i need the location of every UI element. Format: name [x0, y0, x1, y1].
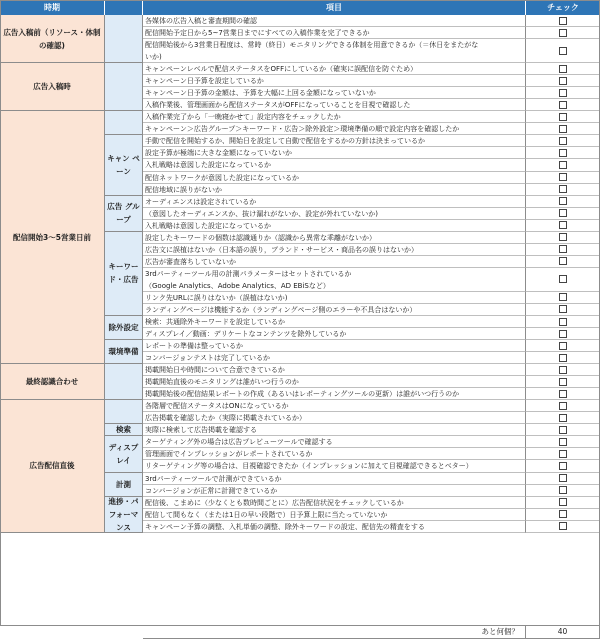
checklist-item-text: キャンペーン＞広告グループ＞キーワード・広告＞除外設定＞環境準備の順で設定内容を確認したか [145, 125, 460, 134]
checkbox[interactable] [559, 378, 567, 386]
checklist-item [143, 521, 526, 533]
checklist-item [143, 304, 526, 316]
checklist-item-text: 掲載開始直後のモニタリングは誰がいつ行うのか [145, 378, 299, 387]
checklist-item-text: リンク先URLに誤りはないか（誤植はないか) [145, 293, 288, 302]
checklist-item-text: 広告掲載を確認したか（実際に掲載されているか） [145, 414, 306, 423]
checkbox[interactable] [559, 137, 567, 145]
check-cell[interactable] [526, 376, 600, 388]
checklist-item-text: キャンペーン日予算の金額は、予算を大幅に上回る金額になっていないか [145, 89, 376, 98]
check-cell[interactable] [526, 208, 600, 220]
checkbox[interactable] [559, 354, 567, 362]
header-item: 項目 [143, 0, 526, 15]
checkbox[interactable] [559, 474, 567, 482]
checklist-item-text: 3rdパーティーツール用の計測パラメーターはセットされているか [145, 269, 352, 278]
check-cell[interactable] [526, 352, 600, 364]
checklist-item-text: 配信して間もなく（または1日の早い段階で）日予算上限に当たっていないか [145, 510, 388, 519]
checkbox[interactable] [559, 426, 567, 434]
check-cell[interactable] [526, 340, 600, 352]
check-cell[interactable] [526, 196, 600, 208]
subcategory-cell: 計測 [105, 473, 143, 497]
checkbox[interactable] [559, 318, 567, 326]
checkbox[interactable] [559, 293, 567, 301]
remaining-label: あと何個？ [143, 626, 526, 639]
remaining-count: 40 [526, 626, 600, 639]
check-cell[interactable] [526, 184, 600, 196]
check-cell[interactable] [526, 400, 600, 412]
period-cell: 広告入稿時 [0, 63, 105, 111]
checklist-item-text: 設定予算が極端に大きな金額になっていないか [145, 149, 292, 158]
checklist-item-text: ターゲティング外の場合は広告プレビューツールで確認する [145, 438, 333, 447]
checklist-item-text: 入札戦略は意図した設定になっているか [145, 161, 271, 170]
checklist-item [143, 15, 526, 27]
checkbox[interactable] [559, 113, 567, 121]
checklist-item-text: 入札戦略は意図した設定になっているか [145, 221, 271, 230]
checklist-item [143, 460, 526, 472]
subcategory-cell: 環境準備 [105, 340, 143, 364]
checkbox[interactable] [559, 305, 567, 313]
checklist-item [143, 473, 526, 485]
check-cell[interactable] [526, 292, 600, 304]
checklist-item-text: 広告が審査落ちしていないか [145, 257, 236, 266]
checkbox[interactable] [559, 414, 567, 422]
check-cell[interactable] [526, 473, 600, 485]
checklist-item-text: 掲載開始後の配信結果レポートの作成（あるいはレポーティングツールの更新）は誰がいつ行うのか [145, 390, 460, 399]
checkbox[interactable] [559, 257, 567, 265]
checklist-item-text: 実際に検索して広告掲載を確認する [145, 426, 257, 435]
check-cell[interactable] [526, 39, 600, 63]
check-cell[interactable] [526, 15, 600, 27]
check-cell[interactable] [526, 509, 600, 521]
checklist-item-text: いか) [145, 53, 162, 62]
check-cell[interactable] [526, 268, 600, 292]
check-cell[interactable] [526, 75, 600, 87]
checklist-item [143, 268, 526, 292]
checklist-item-text: 管理画面でインプレッションがレポートされているか [145, 450, 313, 459]
checklist-item [143, 256, 526, 268]
checkbox[interactable] [559, 77, 567, 85]
check-cell[interactable] [526, 328, 600, 340]
subcategory-cell: 除外設定 [105, 316, 143, 340]
checklist-item [143, 75, 526, 87]
check-cell[interactable] [526, 172, 600, 184]
checklist-item [143, 99, 526, 111]
subcategory-cell [105, 63, 143, 111]
checkbox[interactable] [559, 342, 567, 350]
checklist-item-text: 各媒体の広告入稿と審査期間の確認 [145, 17, 257, 25]
checklist-item [143, 340, 526, 352]
checklist-item [143, 196, 526, 208]
checklist-item-text: 配信開始予定日から5~7営業日までにすべての入稿作業を完了できるか [145, 29, 370, 38]
subcategory-cell: 進捗・パ フォーマ ンス [105, 497, 143, 533]
checkbox[interactable] [559, 233, 567, 241]
checkbox[interactable] [559, 197, 567, 205]
checklist-item-text: 入稿作業後、管理画面から配信ステータスがOFFになっていることを目視で確認した [145, 101, 411, 110]
checklist-item [143, 147, 526, 159]
checklist-item-text: ランディングページは機能するか（ランディングページ側のエラーや不具合はないか） [145, 305, 417, 314]
checklist-item [143, 111, 526, 123]
subcategory-cell: キャン ペーン [105, 135, 143, 195]
checklist-item-text: 入稿作業完了から「一晩寝かせて」設定内容をチェックしたか [145, 113, 341, 122]
check-cell[interactable] [526, 485, 600, 497]
checklist-item-text: 手動で配信を開始するか、開始日を設定して自動で配信をするかの方針は決まっているか [145, 137, 425, 146]
checklist-item [143, 485, 526, 497]
checklist-item [143, 388, 526, 400]
checkbox[interactable] [559, 173, 567, 181]
check-cell[interactable] [526, 521, 600, 533]
checkbox[interactable] [559, 47, 567, 55]
checklist-item [143, 244, 526, 256]
check-cell[interactable] [526, 123, 600, 135]
check-cell[interactable] [526, 497, 600, 509]
checklist-item [143, 27, 526, 39]
checkbox[interactable] [559, 510, 567, 518]
check-cell[interactable] [526, 99, 600, 111]
checklist-item-text: コンバージョンが正常に計測できているか [145, 486, 278, 495]
checklist-item-text: オーディエンスは設定されているか [145, 197, 257, 206]
checkbox[interactable] [559, 366, 567, 374]
checklist-item-text: 配信開始後から3営業日程度は、常時（終日）モニタリングできる体制を用意できるか（＝休日をまたがな [145, 41, 479, 50]
checkbox[interactable] [559, 29, 567, 37]
subcategory-cell [105, 400, 143, 424]
checkbox[interactable] [559, 89, 567, 97]
subcategory-cell [105, 364, 143, 400]
check-cell[interactable] [526, 304, 600, 316]
check-cell[interactable] [526, 63, 600, 75]
checklist-item [143, 232, 526, 244]
header-check: チェック [526, 0, 600, 15]
checkbox[interactable] [559, 161, 567, 169]
subcategory-cell: キーワー ド・広告 [105, 232, 143, 316]
check-cell[interactable] [526, 256, 600, 268]
checklist-item-text: キャンペーンレベルで配信ステータスをOFFにしているか（確実に誤配信を防ぐため） [145, 65, 418, 74]
checklist-item [143, 364, 526, 376]
checklist-item [143, 400, 526, 412]
checkbox[interactable] [559, 275, 567, 283]
checklist-item [143, 39, 526, 63]
checklist-item-text: キャンペーン予算の調整、入札単価の調整、除外キーワードの設定、配信先の精査をする [145, 522, 425, 531]
checklist-item-text: 広告文に誤植はないか（日本語の誤り，ブランド・サービス・商品名の誤りはないか） [145, 245, 418, 254]
checklist-item [143, 436, 526, 448]
header-subcategory [105, 0, 143, 15]
checklist-item-text: 配信後、こまめに（少なくとも数時間ごとに）広告配信状況をチェックしているか [145, 498, 404, 507]
checklist-item-text: レポートの準備は整っているか [145, 342, 243, 351]
checklist-item [143, 412, 526, 424]
checkbox[interactable] [559, 450, 567, 458]
checklist-item-text: 3rdパーティーツールで計測ができているか [145, 474, 282, 483]
checklist-item-text: 検索：共通除外キーワードを設定しているか [145, 318, 285, 326]
checklist-item-text: （意図したオーディエンスか、抜け漏れがないか、設定が外れていないか) [145, 209, 378, 218]
checkbox[interactable] [559, 486, 567, 494]
checklist-item-text: （Google Analytics、Adobe Analytics、AD EBiSなど） [145, 281, 330, 290]
checklist-item-text: ディスプレイ／動画：デリケートなコンテンツを除外しているか [145, 330, 347, 339]
subcategory-cell [105, 111, 143, 135]
checkbox[interactable] [559, 438, 567, 446]
checklist-item [143, 292, 526, 304]
checklist-item [143, 87, 526, 99]
check-cell[interactable] [526, 388, 600, 400]
checklist-item-text: 各階層で配信ステータスはONになっているか [145, 402, 289, 411]
checkbox[interactable] [559, 221, 567, 229]
check-cell[interactable] [526, 111, 600, 123]
checkbox[interactable] [559, 498, 567, 506]
check-cell[interactable] [526, 424, 600, 436]
period-cell: 広告配信直後 [0, 400, 105, 532]
checklist-item [143, 509, 526, 521]
checklist-item-text: リターゲティング等の場合は、目視確認できたか（インプレッションに加えて目視確認できるとベター） [145, 462, 473, 471]
check-cell[interactable] [526, 27, 600, 39]
checklist-item [143, 184, 526, 196]
checklist-item [143, 328, 526, 340]
check-cell[interactable] [526, 87, 600, 99]
checklist-item [143, 63, 526, 75]
checkbox[interactable] [559, 522, 567, 530]
check-cell[interactable] [526, 135, 600, 147]
subcategory-cell: ディスプ レイ [105, 436, 143, 472]
checkbox[interactable] [559, 125, 567, 133]
checklist-item-text: 掲載開始日や時間について合意できているか [145, 366, 285, 375]
checkbox[interactable] [559, 462, 567, 470]
checklist-item-text: 配信地域に誤りがないか [145, 185, 222, 194]
checkbox[interactable] [559, 149, 567, 157]
check-cell[interactable] [526, 244, 600, 256]
checklist-item [143, 424, 526, 436]
check-cell[interactable] [526, 147, 600, 159]
checklist-item-text: 配信ネットワークが意図した設定になっているか [145, 173, 299, 182]
subcategory-cell [105, 15, 143, 63]
checkbox[interactable] [559, 65, 567, 73]
checkbox[interactable] [559, 17, 567, 25]
checklist-item [143, 448, 526, 460]
checkbox[interactable] [559, 402, 567, 410]
subcategory-cell: 広告 グループ [105, 196, 143, 232]
checklist-item [143, 172, 526, 184]
check-cell[interactable] [526, 232, 600, 244]
check-cell[interactable] [526, 159, 600, 171]
checklist-item [143, 220, 526, 232]
checklist-item [143, 376, 526, 388]
checkbox[interactable] [559, 330, 567, 338]
checkbox[interactable] [559, 209, 567, 217]
check-cell[interactable] [526, 316, 600, 328]
check-cell[interactable] [526, 460, 600, 472]
checklist-item [143, 123, 526, 135]
period-cell: 最終認識合わせ [0, 364, 105, 400]
checkbox[interactable] [559, 390, 567, 398]
checklist-item [143, 316, 526, 328]
checklist-item [143, 352, 526, 364]
checklist-item-text: コンバージョンテストは完了しているか [145, 354, 270, 363]
check-cell[interactable] [526, 448, 600, 460]
subcategory-cell: 検索 [105, 424, 143, 436]
check-cell[interactable] [526, 436, 600, 448]
checkbox[interactable] [559, 245, 567, 253]
check-cell[interactable] [526, 220, 600, 232]
checklist-item [143, 135, 526, 147]
checkbox[interactable] [559, 185, 567, 193]
checklist-item-text: キャンペーン日予算を設定しているか [145, 77, 264, 86]
checklist-item [143, 497, 526, 509]
period-cell: 配信開始3～5営業日前 [0, 111, 105, 364]
checklist-item [143, 208, 526, 220]
header-period: 時期 [0, 0, 105, 15]
checkbox[interactable] [559, 101, 567, 109]
check-cell[interactable] [526, 412, 600, 424]
checklist-item-text: 設定したキーワードの個数は認識通りか（認識から異常な乖離がないか） [145, 233, 376, 242]
checklist-item [143, 159, 526, 171]
period-cell: 広告入稿前（リソース・体制の確認) [0, 15, 105, 63]
check-cell[interactable] [526, 364, 600, 376]
